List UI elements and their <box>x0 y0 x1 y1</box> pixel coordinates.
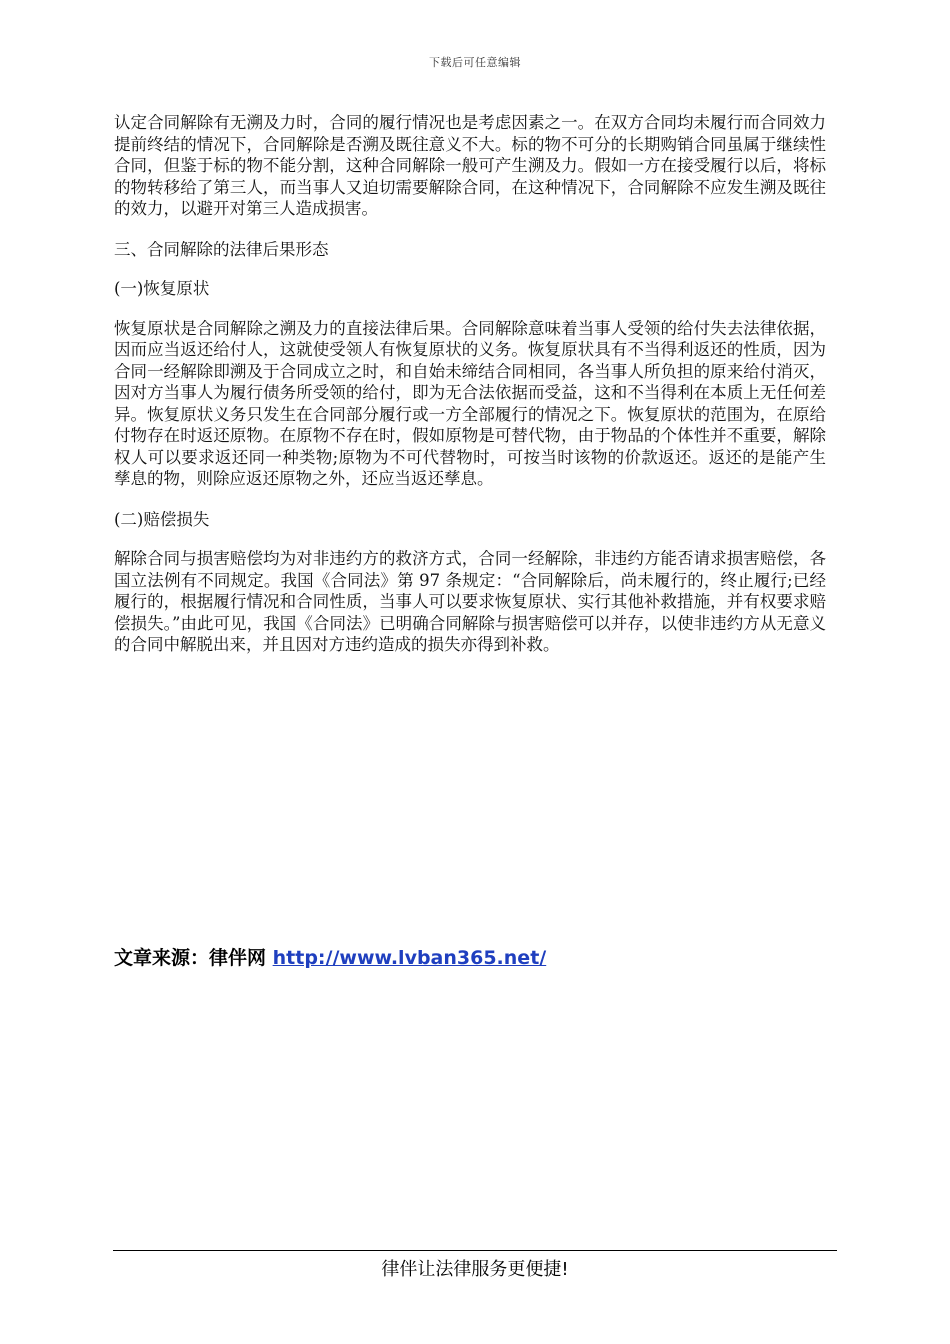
source-link[interactable]: http://www.lvban365.net/ <box>272 947 547 969</box>
paragraph-retroactivity: 认定合同解除有无溯及力时，合同的履行情况也是考虑因素之一。在双方合同均未履行而合同效力提前终结的情况下，合同解除是否溯及既往意义不大。标的物不可分的长期购销合同虽属于继续性合同，但鉴于标的物不能分割，这种合同解除一般可产生溯及力。假如一方在接受履行以后，将标的物转移给了第三人，而当事人又迫切需要解除合同，在这种情况下，合同解除不应发生溯及既往的效力，以避开对第三人造成损害。 <box>114 113 826 218</box>
subheading-restoration: (一)恢复原状 <box>114 279 210 298</box>
document-body <box>114 112 826 675</box>
paragraph-restoration: 恢复原状是合同解除之溯及力的直接法律后果。合同解除意味着当事人受领的给付失去法律依据，因而应当返还给付人，这就使受领人有恢复原状的义务。恢复原状具有不当得利返还的性质，因为合同一经解除即溯及于合同成立之时，和自始未缔结合同相同，各当事人所负担的原来给付消灭，因对方当事人为履行债务所受领的给付，即为无合法依据而受益，这和不当得利在本质上无任何差异。恢复原状义务只发生在合同部分履行或一方全部履行的情况之下。恢复原状的范围为，在原给付物存在时返还原物。在原物不存在时，假如原物是可替代物，由于物品的个体性并不重要，解除权人可以要求返还同一种类物;原物为不可代替物时，可按当时该物的价款返还。返还的是能产生孳息的物，则除应返还原物之外，还应当返还孳息。 <box>114 318 826 488</box>
paragraph-compensation: 解除合同与损害赔偿均为对非违约方的救济方式，合同一经解除，非违约方能否请求损害赔偿，各国立法例有不同规定。我国《合同法》第 97 条规定：“合同解除后，尚未履行的，终止履行;已经履行的，根据履行情况和合同性质，当事人可以要求恢复原状、实行其他补救措施，并有权要求赔偿损失。”由此可见，我国《合同法》已明确合同解除与损害赔偿可以并存，以使非违约方从无意义的合同中解脱出来，并且因对方违约造成的损失亦得到补救。 <box>114 549 826 654</box>
article-source <box>114 943 546 970</box>
subheading-compensation: (二)赔偿损失 <box>114 509 210 529</box>
footer-slogan: 律伴让法律服务更便捷! <box>381 1259 569 1280</box>
section-heading: 三、合同解除的法律后果形态 <box>114 239 329 259</box>
header-note: 下载后可任意编辑 <box>429 56 521 69</box>
source-label: 文章来源：律伴网 <box>114 947 273 969</box>
footer-divider <box>113 1250 837 1251</box>
